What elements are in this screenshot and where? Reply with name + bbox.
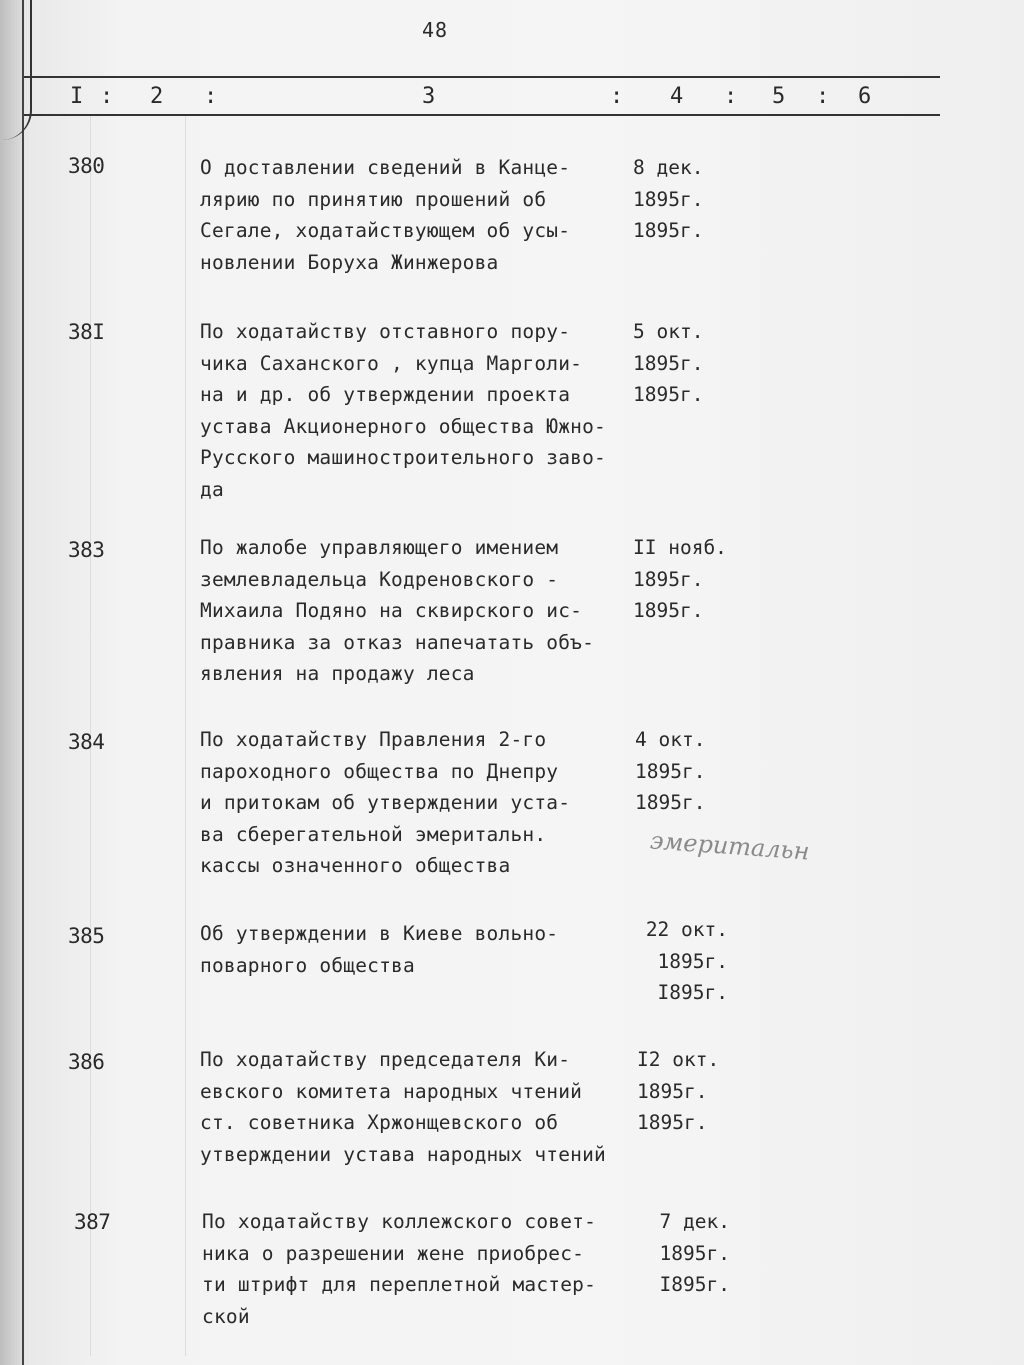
binding-edge: [0, 0, 24, 1365]
entry-dates: 7 дек. 1895г. I895г.: [659, 1210, 730, 1296]
page-number: 48: [422, 18, 449, 42]
entry-description: Об утверждении в Киеве вольно- поварного общества: [200, 922, 559, 977]
entry-dates: 22 окт. 1895г. I895г.: [645, 918, 728, 1004]
entry-number: 380: [68, 154, 105, 178]
column-separator: :: [816, 84, 830, 109]
entry-number: 385: [68, 924, 105, 948]
entry-description: О доставлении сведений в Канце- лярию по принятию прошений об Сегале, ходатайствующем об усы- новлении Боруха Жинжерова: [200, 156, 571, 274]
column-header-6: 6: [858, 84, 872, 109]
entry-description: По ходатайству Правления 2-го пароходного общества по Днепру и притокам об утверждении уста- ва сберегательной эмеритальн. кассы означенного общества: [200, 728, 571, 877]
entry-description: По жалобе управляющего имением землевладельца Кодреновского - Михаила Подяно на сквирского ис- правника за отказ напечатать объ- явления на продажу леса: [200, 536, 595, 685]
column-header-5: 5: [772, 84, 786, 109]
entry-description: По ходатайству председателя Ки- евского комитета народных чтений ст. советника Хржонщевского об утверждении устава народных чтений: [200, 1048, 606, 1166]
page-fold: [0, 0, 32, 140]
column-separator: :: [724, 84, 738, 109]
entry-dates: 8 дек. 1895г. 1895г.: [633, 156, 704, 242]
column-header-2: 2: [150, 84, 164, 109]
column-header-3: 3: [422, 84, 436, 109]
column-header-1: I: [70, 84, 84, 109]
entry-number: 384: [68, 730, 105, 754]
entry-dates: I2 окт. 1895г. 1895г.: [637, 1048, 720, 1134]
faint-column-line: [185, 116, 186, 1356]
column-separator: :: [100, 84, 114, 109]
entry-description: По ходатайству коллежского совет- ника о разрешении жене приобрес- ти штрифт для переплетной мастер- ской: [202, 1210, 597, 1328]
header-rule-top: [24, 76, 940, 78]
entry-number: 386: [68, 1050, 105, 1074]
entry-description: По ходатайству отставного пору- чика Саханского , купца Марголи- на и др. об утверждении проекта устава Акционерного общества Южно- Русского машиностроительного заво- да: [200, 320, 606, 501]
column-separator: :: [204, 84, 218, 109]
entry-number: 38I: [68, 320, 105, 344]
header-rule-bottom: [24, 114, 940, 116]
entry-number: 383: [68, 538, 105, 562]
entry-dates: 4 окт. 1895г. 1895г.: [635, 728, 706, 814]
column-header-4: 4: [670, 84, 684, 109]
column-separator: :: [610, 84, 624, 109]
entry-dates: 5 окт. 1895г. 1895г.: [633, 320, 704, 406]
entry-number: 387: [74, 1210, 111, 1234]
handwritten-margin-note: эмеритальн: [649, 826, 811, 866]
entry-dates: II нояб. 1895г. 1895г.: [633, 536, 727, 622]
